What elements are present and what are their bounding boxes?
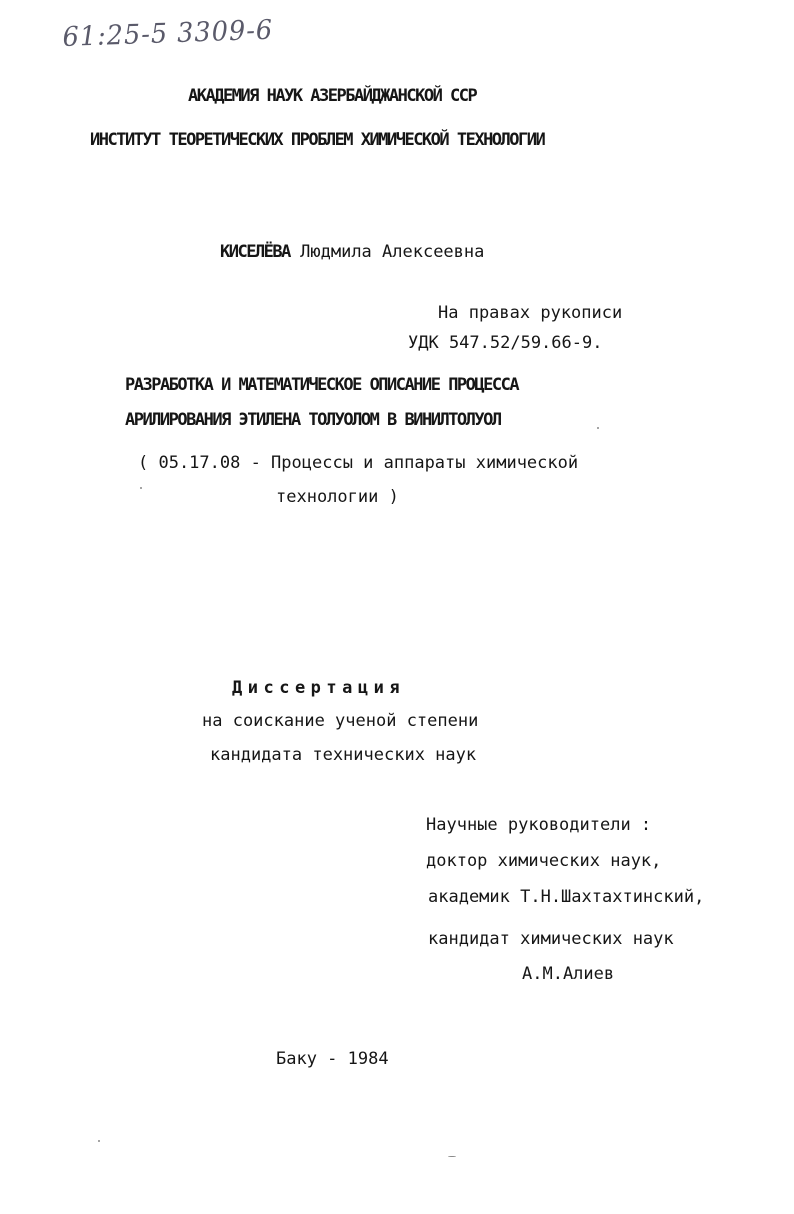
- place-and-year: Баку - 1984: [276, 1049, 389, 1069]
- author-surname: КИСЕЛЁВА: [220, 242, 290, 262]
- supervisors-label: Научные руководители :: [426, 815, 652, 835]
- scan-speck: [597, 427, 599, 429]
- specialty-line-1: ( 05.17.08 - Процессы и аппараты химической: [138, 453, 579, 473]
- dissertation-heading: Диссертация: [232, 678, 406, 698]
- thesis-title-line-2: АРИЛИРОВАНИЯ ЭТИЛЕНА ТОЛУОЛОМ В ВИНИЛТОЛУОЛ: [125, 410, 501, 430]
- scan-speck: [140, 487, 142, 489]
- academy-name: АКАДЕМИЯ НАУК АЗЕРБАЙДЖАНСКОЙ ССР: [188, 86, 477, 106]
- supervisor-1-name: академик Т.Н.Шахтахтинский,: [428, 887, 705, 907]
- manuscript-rights: На правах рукописи: [438, 303, 623, 323]
- author-given-names: Людмила Алексеевна: [300, 242, 485, 262]
- supervisor-1-degree: доктор химических наук,: [426, 851, 662, 871]
- specialty-line-2: технологии ): [276, 487, 399, 507]
- archive-note-handwritten: 61:25-5 3309-6: [62, 14, 274, 53]
- supervisor-2-degree: кандидат химических наук: [428, 929, 674, 949]
- institute-name: ИНСТИТУТ ТЕОРЕТИЧЕСКИХ ПРОБЛЕМ ХИМИЧЕСКОЙ ТЕХНОЛОГИИ: [90, 130, 545, 150]
- degree-line-2: кандидата технических наук: [210, 745, 477, 765]
- supervisor-2-name: А.М.Алиев: [522, 964, 615, 984]
- scan-speck: [98, 1140, 100, 1142]
- udc-code: УДК 547.52/59.66-9.: [408, 333, 603, 353]
- thesis-title-line-1: РАЗРАБОТКА И МАТЕМАТИЧЕСКОЕ ОПИСАНИЕ ПРОЦЕССА: [125, 375, 519, 395]
- author-name: [220, 242, 484, 262]
- degree-line-1: на соискание ученой степени: [202, 711, 479, 731]
- scan-speck: [448, 1156, 456, 1157]
